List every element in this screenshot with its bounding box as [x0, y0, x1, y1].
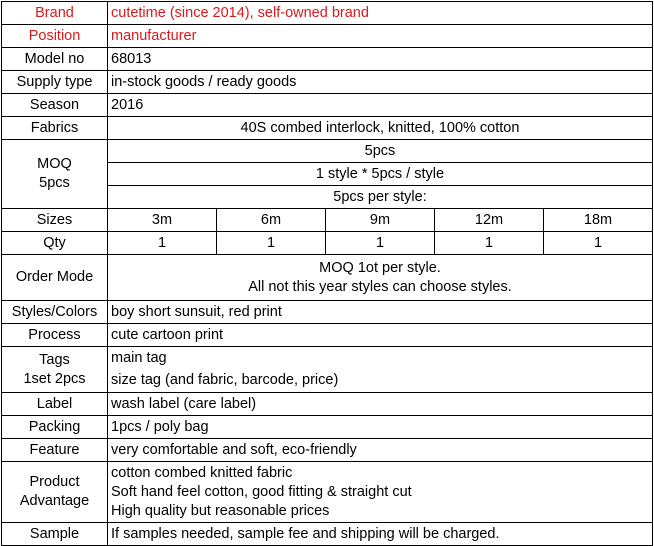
advantage-label: [2, 462, 108, 523]
row-process: [2, 324, 653, 347]
qty-cell: 1: [326, 232, 435, 255]
position-value: manufacturer: [108, 25, 653, 48]
tags-line-1: main tag: [108, 347, 653, 370]
row-fabrics: [2, 117, 653, 140]
row-styles: [2, 301, 653, 324]
feature-value: very comfortable and soft, eco-friendly: [108, 439, 653, 462]
size-cell: 3m: [108, 209, 217, 232]
row-feature: [2, 439, 653, 462]
qty-label: Qty: [2, 232, 108, 255]
supply-value: in-stock goods / ready goods: [108, 71, 653, 94]
row-sizes: [2, 209, 653, 232]
advantage-label-line-2: Advantage: [19, 493, 90, 509]
styles-value: boy short sunsuit, red print: [108, 301, 653, 324]
moq-label: [2, 140, 108, 209]
model-label: Model no: [2, 48, 108, 71]
row-tags: [2, 347, 653, 370]
fabrics-label: Fabrics: [2, 117, 108, 140]
row-advantage: [2, 462, 653, 523]
supply-label: Supply type: [2, 71, 108, 94]
size-cell: 12m: [435, 209, 544, 232]
process-value: cute cartoon print: [108, 324, 653, 347]
packing-value: 1pcs / poly bag: [108, 416, 653, 439]
order-mode-label: Order Mode: [2, 255, 108, 301]
row-packing: [2, 416, 653, 439]
row-season: [2, 94, 653, 117]
row-order-mode: [2, 255, 653, 301]
season-value: 2016: [108, 94, 653, 117]
row-supply: [2, 71, 653, 94]
row-qty: [2, 232, 653, 255]
moq-line-2: 1 style * 5pcs / style: [108, 163, 653, 186]
advantage-value: [108, 462, 653, 523]
order-mode-value: [108, 255, 653, 301]
sizes-label: Sizes: [2, 209, 108, 232]
brand-label: Brand: [2, 2, 108, 25]
moq-label-line-1: MOQ: [37, 156, 72, 172]
tags-line-2: size tag (and fabric, barcode, price): [108, 370, 653, 393]
row-moq: [2, 140, 653, 163]
season-label: Season: [2, 94, 108, 117]
process-label: Process: [2, 324, 108, 347]
moq-line-3: 5pcs per style:: [108, 186, 653, 209]
qty-cell: 1: [544, 232, 653, 255]
moq-line-1: 5pcs: [108, 140, 653, 163]
sample-value: If samples needed, sample fee and shipping will be charged.: [108, 523, 653, 546]
order-mode-line-2: All not this year styles can choose styles.: [248, 278, 512, 295]
moq-label-line-2: 5pcs: [39, 175, 70, 191]
row-brand: [2, 2, 653, 25]
model-value: 68013: [108, 48, 653, 71]
size-cell: 6m: [217, 209, 326, 232]
row-sample: [2, 523, 653, 546]
qty-cell: 1: [217, 232, 326, 255]
position-label: Position: [2, 25, 108, 48]
advantage-line-2: Soft hand feel cotton, good fitting & straight cut: [111, 483, 412, 500]
sample-label: Sample: [2, 523, 108, 546]
row-position: [2, 25, 653, 48]
qty-cell: 1: [435, 232, 544, 255]
label-label: Label: [2, 393, 108, 416]
size-cell: 18m: [544, 209, 653, 232]
row-model: [2, 48, 653, 71]
brand-value: cutetime (since 2014), self-owned brand: [108, 2, 653, 25]
tags-label: [2, 347, 108, 393]
packing-label: Packing: [2, 416, 108, 439]
feature-label: Feature: [2, 439, 108, 462]
qty-cell: 1: [108, 232, 217, 255]
fabrics-value: 40S combed interlock, knitted, 100% cotton: [108, 117, 653, 140]
order-mode-line-1: MOQ 1ot per style.: [319, 259, 441, 276]
styles-label: Styles/Colors: [2, 301, 108, 324]
size-cell: 9m: [326, 209, 435, 232]
label-value: wash label (care label): [108, 393, 653, 416]
product-spec-table: [1, 1, 653, 546]
advantage-line-3: High quality but reasonable prices: [111, 502, 330, 519]
tags-label-line-2: 1set 2pcs: [23, 370, 86, 387]
row-label: [2, 393, 653, 416]
tags-label-line-1: Tags: [39, 351, 70, 368]
advantage-line-1: cotton combed knitted fabric: [111, 464, 293, 481]
advantage-label-line-1: Product: [29, 474, 80, 490]
